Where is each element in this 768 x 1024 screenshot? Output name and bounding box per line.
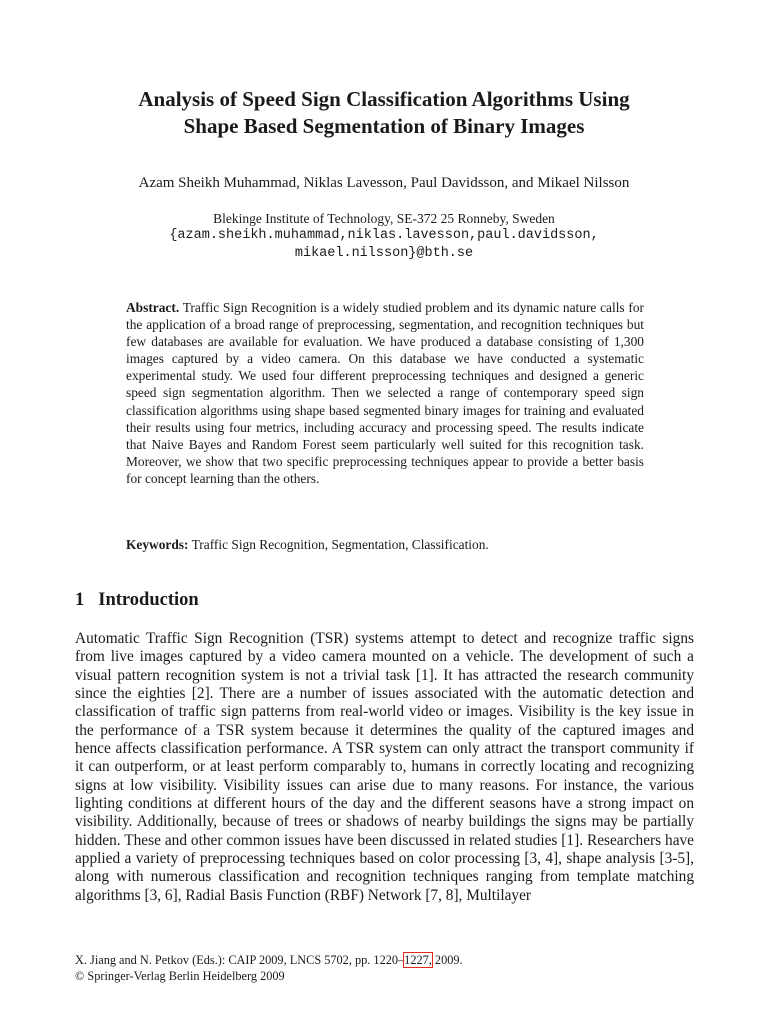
author-list: Azam Sheikh Muhammad, Niklas Lavesson, Paul Davidsson, and Mikael Nilsson xyxy=(138,175,630,191)
section-number: 1 xyxy=(75,590,85,610)
keywords-label: Keywords: xyxy=(126,537,189,552)
email-line-1: {azam.sheikh.muhammad,niklas.lavesson,paul.davidsson, xyxy=(169,228,599,243)
citation-year: 2009. xyxy=(431,953,463,967)
introduction-paragraph: Automatic Traffic Sign Recognition (TSR) systems attempt to detect and recognize traffic signs from live images captured by a video camera mounted on a vehicle. The development of such a visual pattern recognition system is not a trivial task [1]. It has attracted the research community since the eighties [2]. There are a number of issues associated with the automatic detection and classification of traffic sign patterns from real-world video or images. Visibility is the key issue in the performance of a TSR system because it determines the quality of the captured images and hence affects classification performance. A TSR system can only attract the transport community if it can outperform, or at least perform comparably to, humans in correctly locating and recognizing signs at low visibility. Visibility issues can arise due to many reasons. For instance, the various lighting conditions at different hours of the day and the different seasons have a strong impact on visibility. Additionally, because of trees or shadows of nearby buildings the signs may be partially hidden. These and other common issues have been discussed in related studies [1]. Researchers have applied a variety of preprocessing techniques based on color processing [3, 4], shape analysis [3-5], along with numerous classification and recognition techniques ranging from template matching algorithms [3, 6], Radial Basis Function (RBF) Network [7, 8], Multilayer xyxy=(75,630,694,904)
abstract xyxy=(126,299,644,487)
paper-title xyxy=(60,86,708,140)
abstract-label: Abstract. xyxy=(126,300,180,315)
keywords-text: Traffic Sign Recognition, Segmentation, Classification. xyxy=(191,537,489,552)
citation-text: X. Jiang and N. Petkov (Eds.): CAIP 2009, LNCS 5702, pp. 1220– xyxy=(75,953,405,967)
email-line-2: mikael.nilsson}@bth.se xyxy=(294,246,474,261)
page-link[interactable]: 1227, xyxy=(404,953,432,967)
affiliation-block xyxy=(40,210,728,263)
institution: Blekinge Institute of Technology, SE-372 25 Ronneby, Sweden xyxy=(213,211,555,226)
keywords xyxy=(126,536,644,553)
citation-footer xyxy=(75,952,463,984)
abstract-text: Traffic Sign Recognition is a widely studied problem and its dynamic nature calls for the application of a broad range of preprocessing, segmentation, and recognition techniques but few databases are available for evaluation. We have produced a database consisting of 1,300 images captured by a video camera. On this database we have conducted a systematic experimental study. We used four different preprocessing techniques and designed a generic speed sign segmentation algorithm. Then we selected a range of contemporary speed sign classification algorithms using shape based segmented binary images for training and evaluated their results using four metrics, including accuracy and processing speed. The results indicate that Naive Bayes and Random Forest seem particularly well suited for this recognition task. Moreover, we show that two specific preprocessing techniques appear to provide a better basis for concept learning than the others. xyxy=(126,300,644,486)
section-heading xyxy=(75,590,199,611)
citation-line xyxy=(75,952,463,968)
section-title: Introduction xyxy=(98,590,199,610)
title-line-2: Shape Based Segmentation of Binary Images xyxy=(183,114,585,138)
title-line-1: Analysis of Speed Sign Classification Algorithms Using xyxy=(138,87,630,111)
copyright-line: © Springer-Verlag Berlin Heidelberg 2009 xyxy=(75,969,285,983)
